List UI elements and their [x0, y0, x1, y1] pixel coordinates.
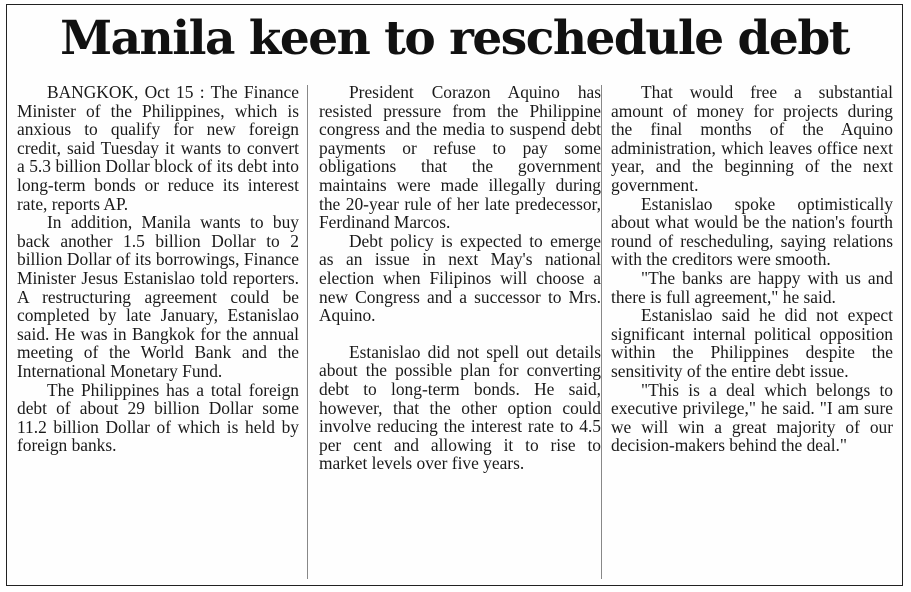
column-2 [319, 83, 601, 473]
paragraph: BANGKOK, Oct 15 : The Finance Minister of the Philippines, which is anxious to qualify for new foreign credit, said Tuesday it wants to convert a 5.3 billion Dollar block of its debt into long-term bonds or reduce its interest rate, reports AP. [17, 82, 299, 214]
paragraph: Debt policy is expected to emerge as an issue in next May's national election when Filipinos will choose a new Congress and a successor to Mrs. Aquino. [319, 230, 601, 326]
column-1 [17, 83, 299, 455]
paragraph: That would free a substantial amount of money for projects during the final months of the Aquino administration, which leaves office next year, and the beginning of the next government. [611, 82, 893, 195]
column-3 [611, 83, 893, 455]
paragraph: "The banks are happy with us and there is full agreement," he said. [611, 267, 893, 307]
paragraph: Estanislao did not spell out details about the possible plan for converting debt to long-term bonds. He said, however, that the other option could involve reducing the interest rate to 4.5 per cent and allowing it to rise to market levels over five years. [319, 341, 601, 474]
headline: Manila keen to reschedule debt [60, 11, 849, 66]
paragraph: In addition, Manila wants to buy back another 1.5 billion Dollar to 2 billion Dollar of its borrowings, Finance Minister Jesus Estanislao told reporters. A restructuring agreement could be completed by late January, Estanislao said. He was in Bangkok for the annual meeting of the World Bank and the International Monetary Fund. [17, 212, 299, 381]
paragraph: Estanislao said he did not expect significant internal political opposition within the Philippines despite the sensitivity of the entire debt issue. [611, 305, 893, 381]
column-rule [601, 85, 602, 579]
paragraph: The Philippines has a total foreign debt of about 29 billion Dollar some 11.2 billion Dollar of which is held by foreign banks. [17, 379, 299, 456]
paragraph: "This is a deal which belongs to executive privilege," he said. "I am sure we will win a great majority of our decision-makers behind the deal." [611, 379, 893, 456]
column-rule [307, 85, 308, 579]
paragraph: Estanislao spoke optimistically about what would be the nation's fourth round of rescheduling, saying relations with the creditors were smooth. [611, 193, 893, 270]
newspaper-clipping [6, 4, 903, 586]
paragraph: President Corazon Aquino has resisted pressure from the Philippine congress and the media to suspend debt payments or refuse to pay some obligations that the government maintains were made illegally during the 20-year rule of her late predecessor, Ferdinand Marcos. [319, 82, 601, 233]
